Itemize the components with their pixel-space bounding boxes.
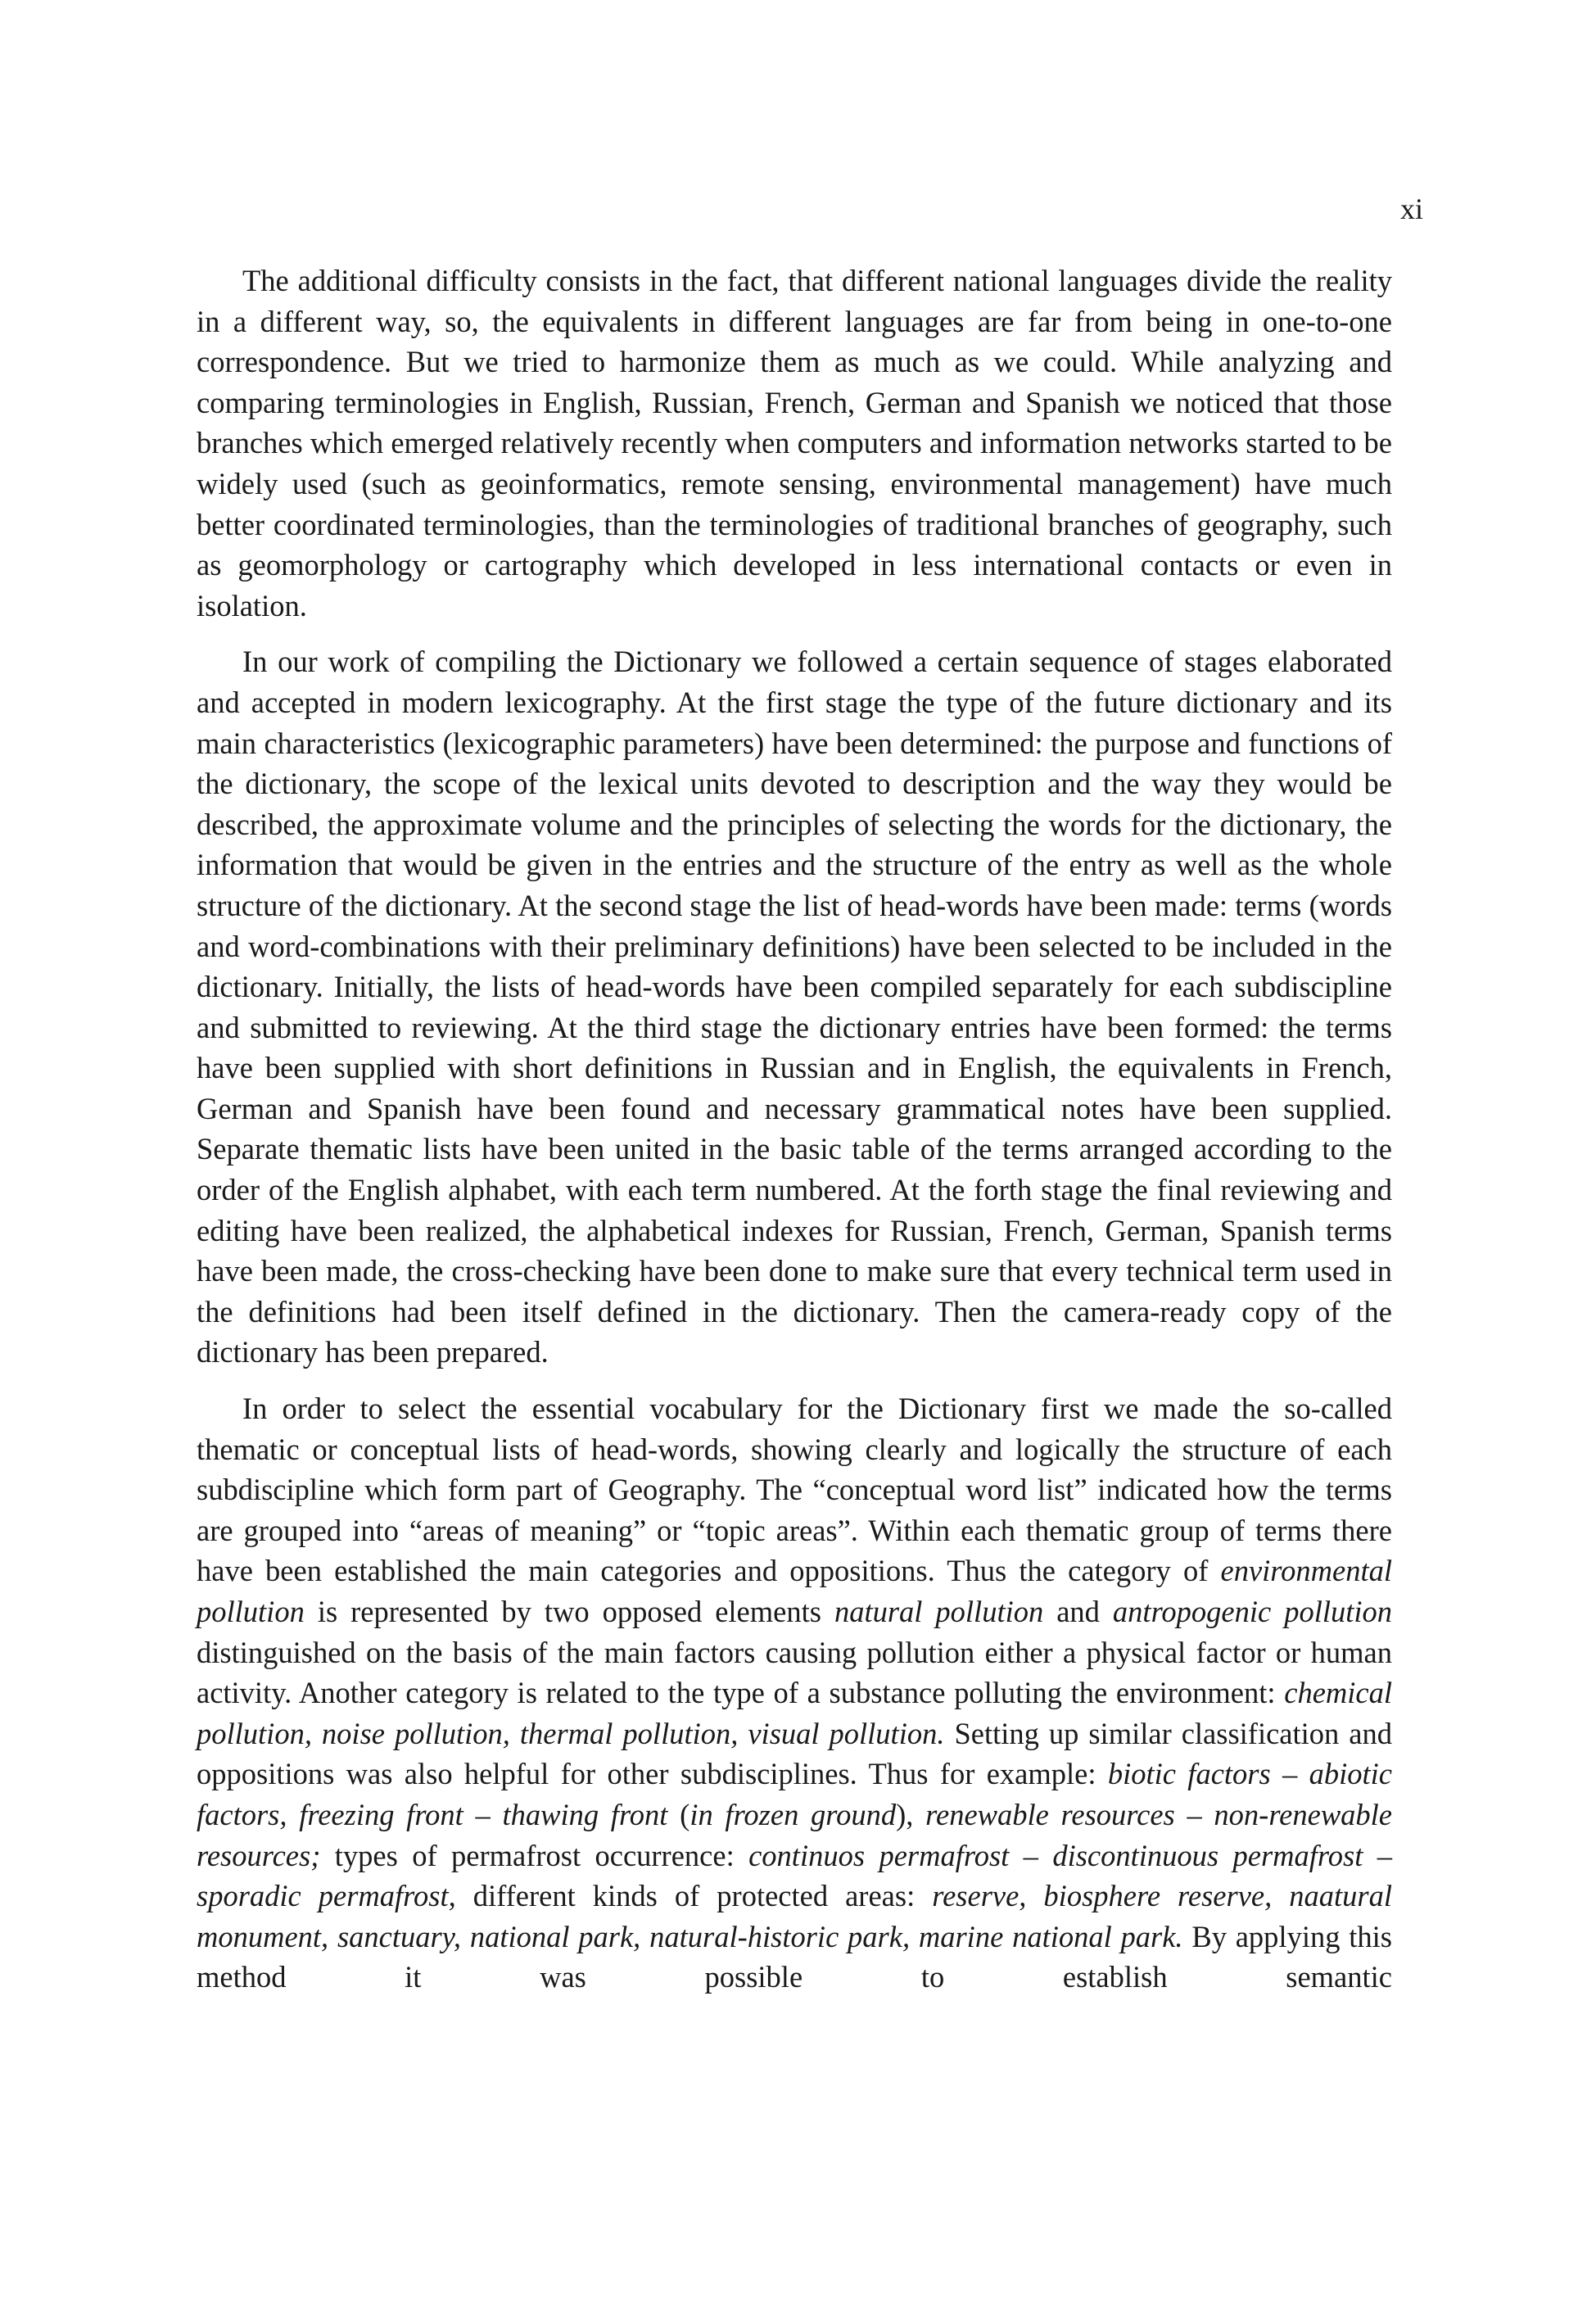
- text-run: (: [667, 1797, 690, 1831]
- text-run: In order to select the essential vocabulary for the Dictionary first we made the so-called thematic or conceptual lists of head-words, showing clearly and logically the structure of each subdiscipline which form part of Geography. The “conceptual word list” indicated how the terms are grouped into “areas of meaning” or “topic areas”. Within each thematic group of terms there have been established the main categories and oppositions. Thus the category of: [197, 1392, 1392, 1588]
- italic-term: antropogenic pollution: [1112, 1595, 1393, 1628]
- italic-term: renewable resources – non-renewable resources;: [197, 1797, 1393, 1872]
- italic-term: continuos permafrost – discontinuous permafrost – sporadic permafrost,: [197, 1838, 1392, 1913]
- paragraph-1: [197, 260, 1392, 626]
- text-run: distinguished on the basis of the main factors causing pollution either a physical factor or human activity. Another category is related to the type of a substance polluting the environment:: [197, 1635, 1392, 1710]
- italic-term: reserve, biosphere reserve, naatural monument, sanctuary, national park, natural-historic park, marine national park.: [197, 1879, 1392, 1953]
- paragraph-3: [197, 1388, 1392, 1998]
- italic-term: in frozen ground: [689, 1797, 897, 1831]
- italic-term: environmental pollution: [197, 1554, 1392, 1628]
- text-run: types of permafrost occurrence:: [320, 1838, 749, 1872]
- page-number: xi: [1399, 192, 1423, 225]
- text-run: ),: [896, 1797, 926, 1831]
- paragraph-2: [197, 641, 1392, 1373]
- text-run: The additional difficulty consists in the fact, that different national languages divide the reality in a different way, so, the equivalents in different languages are far from being in one-to-one correspondence. But we tried to harmonize them as much as we could. While analyzing and comparing terminologies in English, Russian, French, German and Spanish we noticed that those branches which emerged relatively recently when computers and information networks started to be widely used (such as geoinformatics, remote sensing, environmental management) have much better coordinated terminologies, than the terminologies of traditional branches of geography, such as geomorphology or cartography which developed in less international contacts or even in isolation.: [197, 264, 1392, 622]
- text-run: and: [1043, 1595, 1113, 1628]
- body-text: [197, 260, 1392, 1998]
- italic-term: chemical pollution, noise pollution, thermal pollution, visual pollution.: [197, 1676, 1392, 1750]
- text-run: is represented by two opposed elements: [304, 1595, 834, 1628]
- italic-term: biotic factors – abiotic factors, freezing front – thawing front: [197, 1757, 1392, 1831]
- text-run: Setting up similar classification and oppositions was also helpful for other subdisciplines. Thus for example:: [197, 1716, 1392, 1791]
- text-run: different kinds of protected areas:: [455, 1879, 933, 1913]
- text-run: By applying this method it was possible to establish semantic: [197, 1919, 1392, 1994]
- text-run: In our work of compiling the Dictionary we followed a certain sequence of stages elaborated and accepted in modern lexicography. At the first stage the type of the future dictionary and its main characteristics (lexicographic parameters) have been determined: the purpose and functions of the dictionary, the scope of the lexical units devoted to description and the way they would be described, the approximate volume and the principles of selecting the words for the dictionary, the information that would be given in the entries and the structure of the entry as well as the whole structure of the dictionary. At the second stage the list of head-words have been made: terms (words and word-combinations with their preliminary definitions) have been selected to be included in the dictionary. Initially, the lists of head-words have been compiled separately for each subdiscipline and submitted to reviewing. At the third stage the dictionary entries have been formed: the terms have been supplied with short definitions in Russian and in English, the equivalents in French, German and Spanish have been found and necessary grammatical notes have been supplied. Separate thematic lists have been united in the basic table of the terms arranged according to the order of the English alphabet, with each term numbered. At the forth stage the final reviewing and editing have been realized, the alphabetical indexes for Russian, French, German, Spanish terms have been made, the cross-checking have been done to make sure that every technical term used in the definitions had been itself defined in the dictionary. Then the camera-ready copy of the dictionary has been prepared.: [197, 645, 1392, 1369]
- italic-term: natural pollution: [834, 1595, 1044, 1628]
